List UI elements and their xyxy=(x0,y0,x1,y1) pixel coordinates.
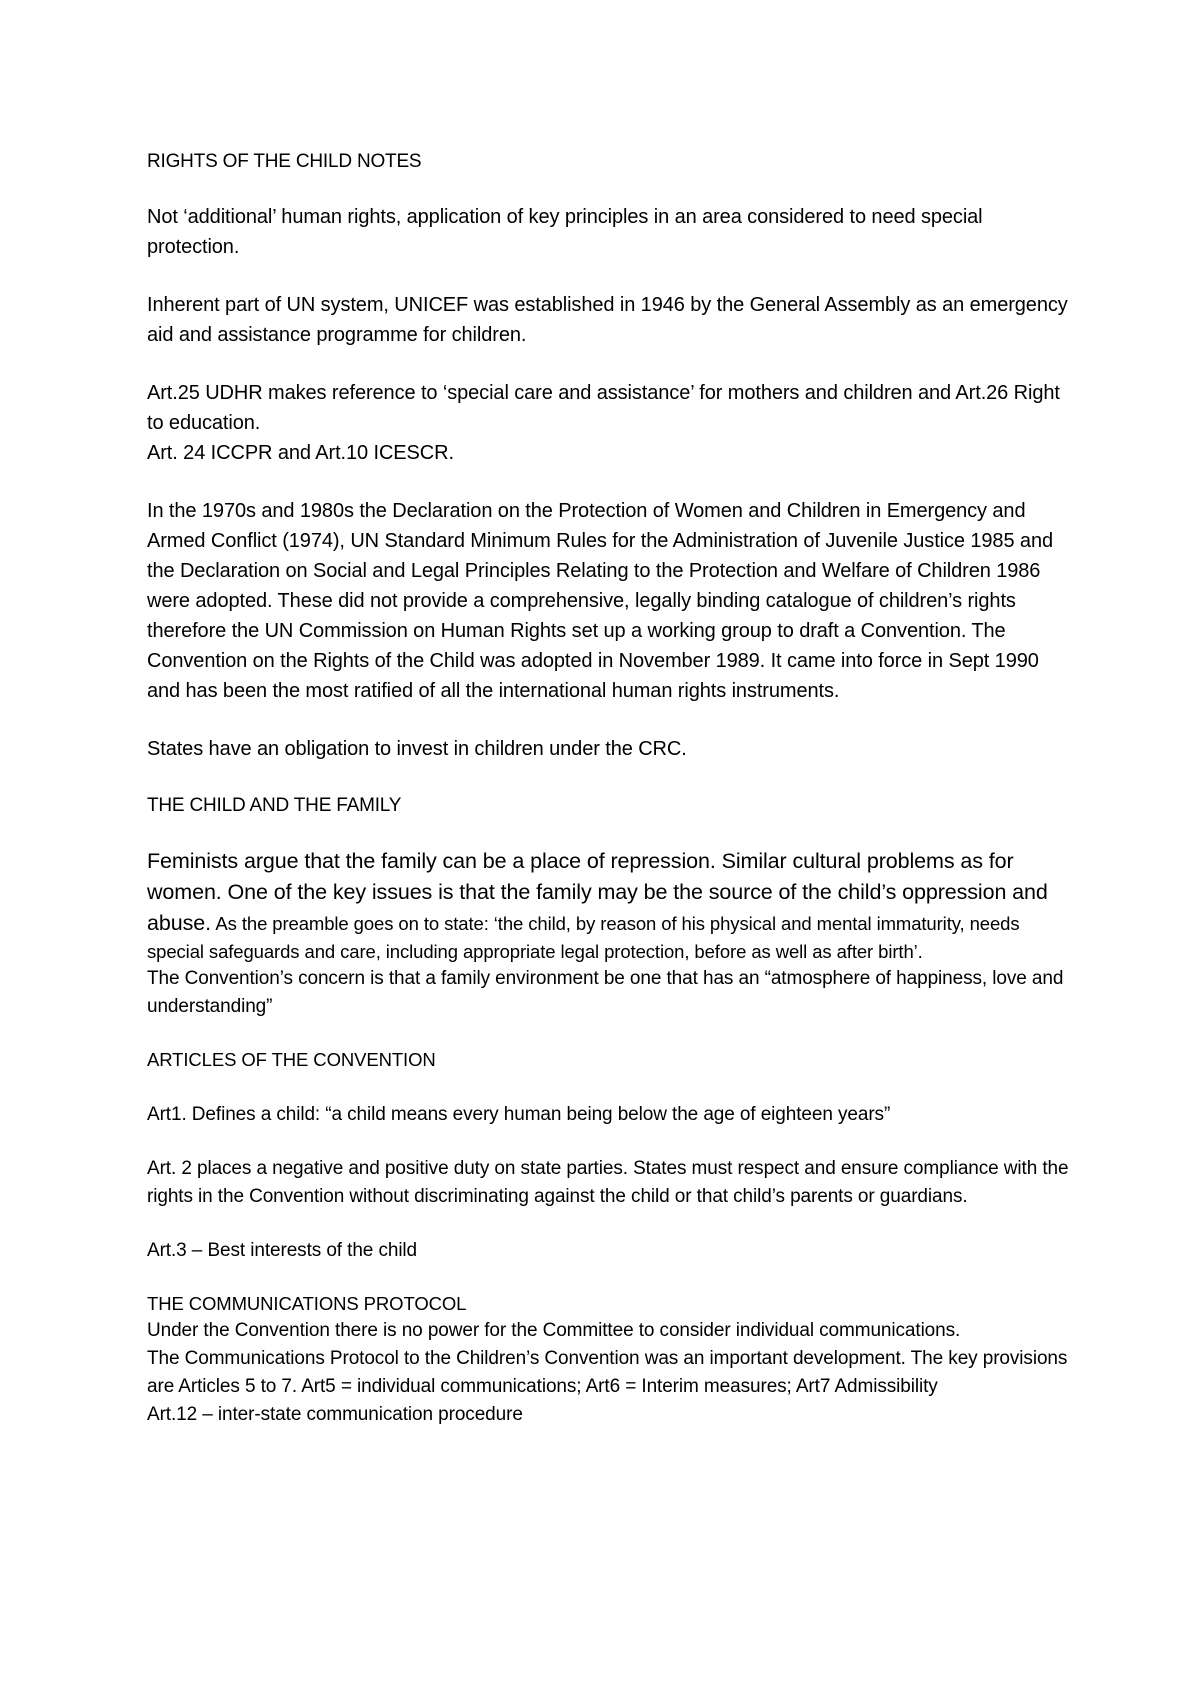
paragraph-additional-rights: Not ‘additional’ human rights, application of key principles in an area considered to need special protection. xyxy=(147,206,983,258)
article-1: Art1. Defines a child: “a child means every human being below the age of eighteen years” xyxy=(147,1104,891,1125)
document-body xyxy=(147,148,1077,1429)
paragraph-history: In the 1970s and 1980s the Declaration on the Protection of Women and Children in Emergency and Armed Conflict (1974), UN Standard Minimum Rules for the Administration of Juvenile Justice 1985 and the Declaration on Social and Legal Principles Relating to the Protection and Welfare of Children 1986 were adopted. These did not provide a comprehensive, legally binding catalogue of children’s rights therefore the UN Commission on Human Rights set up a working group to draft a Convention. The Convention on the Rights of the Child was adopted in November 1989. It came into force in Sept 1990 and has been the most ratified of all the international human rights instruments. xyxy=(147,500,1053,702)
paragraph-obligation: States have an obligation to invest in children under the CRC. xyxy=(147,738,687,760)
article-3: Art.3 – Best interests of the child xyxy=(147,1240,418,1261)
heading-communications-protocol: THE COMMUNICATIONS PROTOCOL xyxy=(147,1293,467,1314)
paragraph-udhr: Art.25 UDHR makes reference to ‘special care and assistance’ for mothers and children and Art.26 Right to education. xyxy=(147,382,1060,434)
paragraph-convention-concern: The Convention’s concern is that a family environment be one that has an “atmosphere of happiness, love and understanding” xyxy=(147,968,1064,1017)
protocol-paragraph-3: Art.12 – inter-state communication procedure xyxy=(147,1404,523,1425)
paragraph-feminists xyxy=(147,846,1077,965)
paragraph-iccpr: Art. 24 ICCPR and Art.10 ICESCR. xyxy=(147,442,454,464)
document-title: RIGHTS OF THE CHILD NOTES xyxy=(147,151,422,172)
protocol-paragraph-1: Under the Convention there is no power for the Committee to consider individual communications. xyxy=(147,1320,961,1341)
article-2: Art. 2 places a negative and positive duty on state parties. States must respect and ensure compliance with the rights in the Convention without discriminating against the child or that child’s parents or guardians. xyxy=(147,1158,1069,1207)
preamble-text: As the preamble goes on to state: ‘the child, by reason of his physical and mental immaturity, needs special safeguards and care, including appropriate legal protection, before as well as after birth’. xyxy=(147,913,1020,962)
feminists-text: Feminists argue that the family can be a place of repression. Similar cultural problems as for women. One of the key issues is that the family may be the source of the child’s oppression and abuse. xyxy=(147,849,1048,935)
paragraph-unicef: Inherent part of UN system, UNICEF was established in 1946 by the General Assembly as an emergency aid and assistance programme for children. xyxy=(147,294,1068,346)
heading-child-and-family: THE CHILD AND THE FAMILY xyxy=(147,795,402,816)
protocol-paragraph-2: The Communications Protocol to the Children’s Convention was an important development. The key provisions are Articles 5 to 7. Art5 = individual communications; Art6 = Interim measures; Art7 Admissibility xyxy=(147,1348,1068,1397)
heading-articles: ARTICLES OF THE CONVENTION xyxy=(147,1049,436,1070)
